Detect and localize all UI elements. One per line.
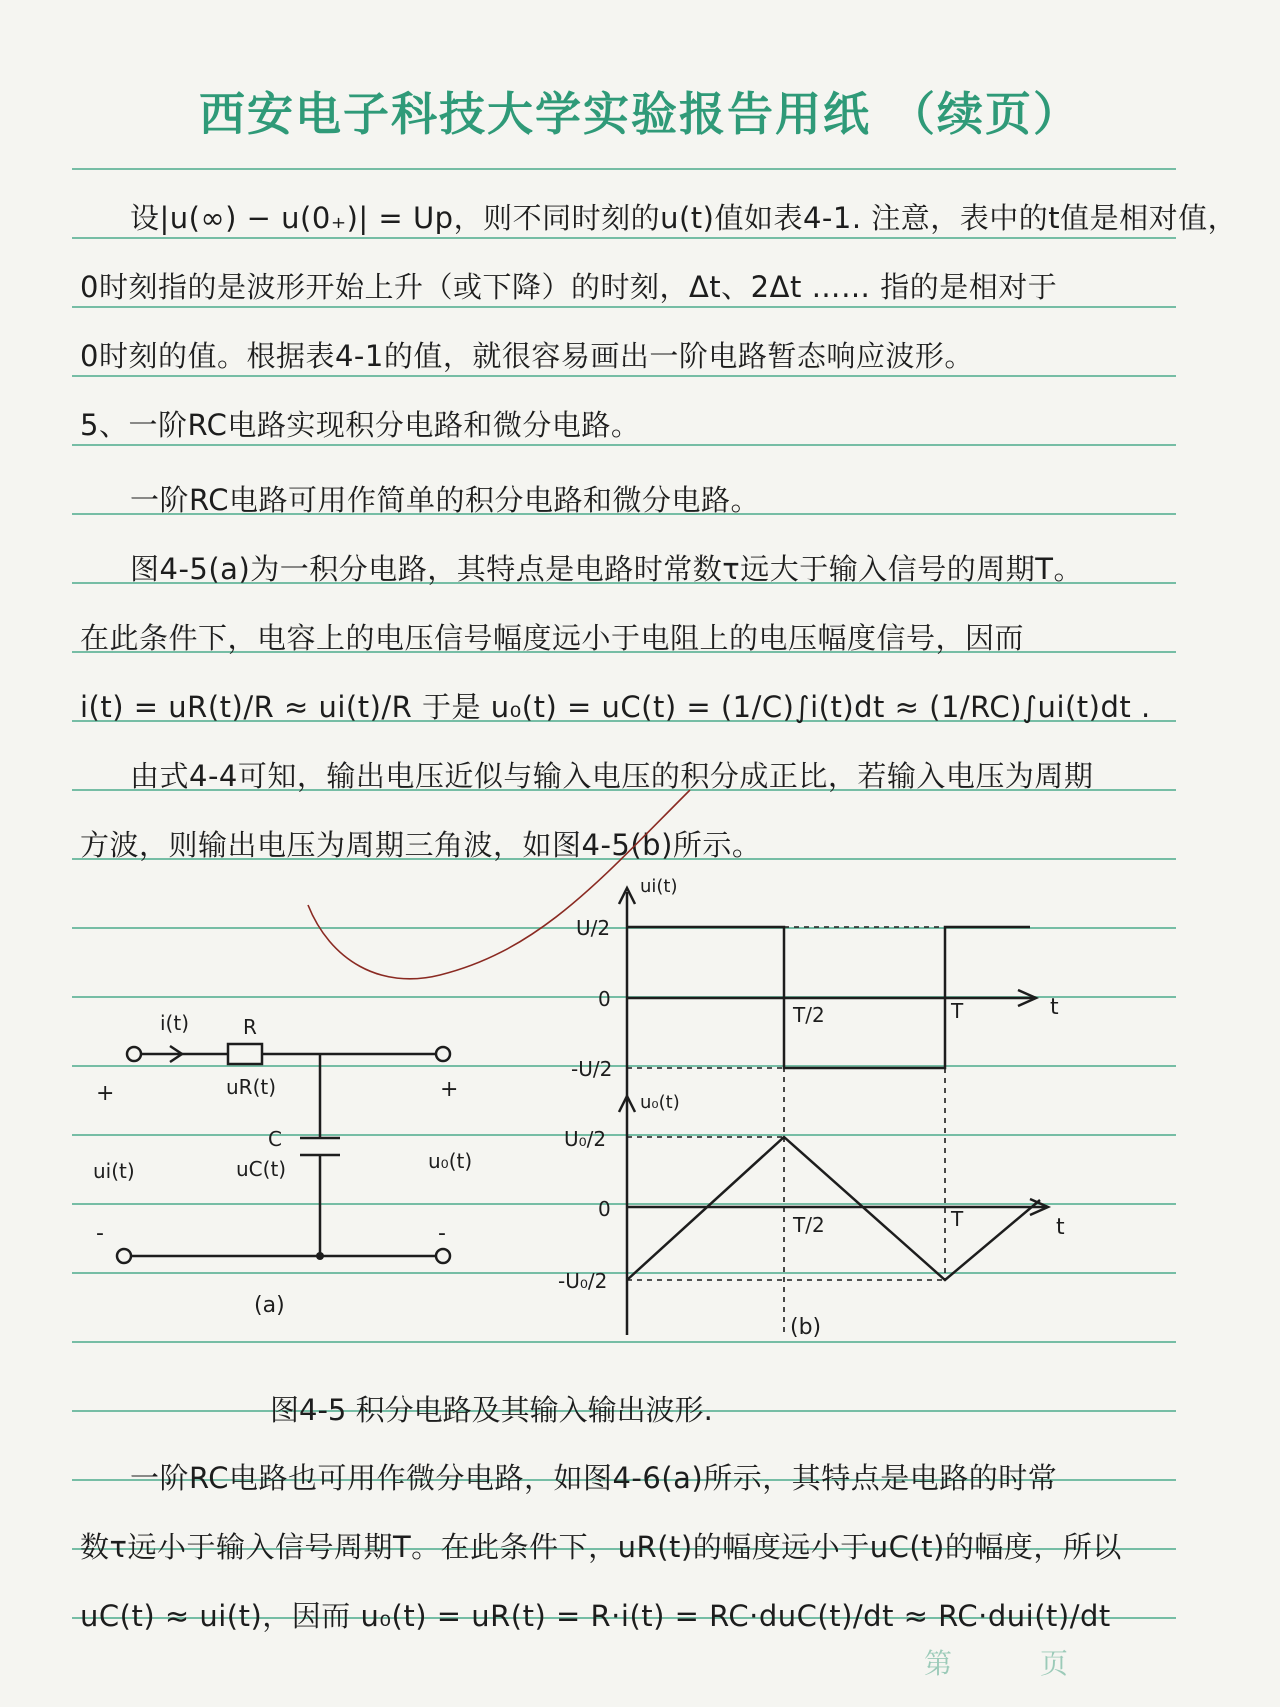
output-terminal-top — [436, 1047, 450, 1061]
capacitor-label: C — [268, 1127, 282, 1151]
zero-label-top: 0 — [598, 987, 611, 1011]
text-line: 图4-5(a)为一积分电路，其特点是电路时常数τ远大于输入信号的周期T。 — [130, 552, 1083, 586]
input-minus-sign: - — [96, 1221, 104, 1246]
uc-label: uC(t) — [236, 1157, 287, 1181]
waveform-sublabel: (b) — [790, 1315, 822, 1340]
output-minus-sign: - — [438, 1221, 446, 1246]
output-voltage-label: u₀(t) — [428, 1149, 473, 1173]
text-line: 0时刻的值。根据表4-1的值，就很容易画出一阶电路暂态响应波形。 — [80, 339, 974, 373]
footer-ye: 页 — [1040, 1647, 1069, 1680]
input-voltage-label: ui(t) — [93, 1159, 135, 1183]
text-line: 数τ远小于输入信号周期T。在此条件下，uR(t)的幅度远小于uC(t)的幅度，所以 — [80, 1530, 1122, 1564]
text-line: 在此条件下，电容上的电压信号幅度远小于电阻上的电压幅度信号，因而 — [80, 621, 1025, 655]
resistor-label: R — [243, 1015, 257, 1039]
u-half-label: U/2 — [576, 916, 611, 940]
formula-line: uC(t) ≈ ui(t)，因而 u₀(t) = uR(t) = R·i(t) = RC·duC(t)/dt ≈ RC·dui(t)/dt — [80, 1599, 1111, 1633]
t-label-top: t — [1050, 995, 1059, 1020]
input-plus-sign: + — [96, 1081, 115, 1106]
circuit-sublabel: (a) — [254, 1293, 285, 1318]
formula-line: i(t) = uR(t)/R ≈ ui(t)/R 于是 u₀(t) = uC(t) = (1/C)∫i(t)dt ≈ (1/RC)∫ui(t)dt . — [80, 690, 1151, 724]
text-line: 0时刻指的是波形开始上升（或下降）的时刻，Δt、2Δt …… 指的是相对于 — [80, 270, 1058, 304]
integrator-circuit — [117, 1044, 450, 1263]
ur-label: uR(t) — [226, 1075, 277, 1099]
output-plus-sign: + — [440, 1077, 459, 1102]
input-terminal-top — [127, 1047, 141, 1061]
text-line: 由式4-4可知，输出电压近似与输入电压的积分成正比，若输入电压为周期 — [130, 759, 1094, 793]
text-line: 一阶RC电路可用作简单的积分电路和微分电路。 — [130, 483, 760, 517]
t-label-bottom: t — [1056, 1215, 1065, 1240]
section-heading: 5、一阶RC电路实现积分电路和微分电路。 — [80, 408, 641, 442]
zero-label-bottom: 0 — [598, 1197, 611, 1221]
half-period-label-top: T/2 — [793, 1003, 825, 1027]
triangle-wave — [627, 1137, 1040, 1280]
half-period-label-bottom: T/2 — [793, 1213, 825, 1237]
period-label-top: T — [951, 999, 964, 1023]
input-waveform-plot — [619, 888, 1036, 1335]
uo-axis-label: u₀(t) — [640, 1092, 680, 1113]
output-waveform-plot — [619, 927, 1048, 1335]
period-label-bottom: T — [951, 1207, 964, 1231]
figure-caption: 图4-5 积分电路及其输入输出波形. — [270, 1393, 713, 1427]
stray-pen-mark — [308, 790, 690, 979]
junction-dot — [316, 1252, 324, 1260]
page-header-title: 西安电子科技大学实验报告用纸 （续页） — [198, 87, 1081, 141]
neg-u-half-label: -U/2 — [571, 1057, 613, 1081]
current-label: i(t) — [160, 1011, 190, 1035]
output-terminal-bottom — [436, 1249, 450, 1263]
footer-di: 第 — [924, 1647, 953, 1680]
uo-half-label: U₀/2 — [564, 1127, 607, 1151]
neg-uo-half-label: -U₀/2 — [558, 1269, 608, 1293]
ui-axis-label: ui(t) — [640, 876, 678, 897]
resistor-symbol — [228, 1044, 262, 1064]
text-line: 方波，则输出电压为周期三角波，如图4-5(b)所示。 — [80, 828, 762, 862]
text-line: 一阶RC电路也可用作微分电路，如图4-6(a)所示，其特点是电路的时常 — [130, 1461, 1058, 1495]
text-line: 设|u(∞) − u(0₊)| = Up，则不同时刻的u(t)值如表4-1. 注意，表中的t值是相对值， — [130, 201, 1238, 235]
input-terminal-bottom — [117, 1249, 131, 1263]
